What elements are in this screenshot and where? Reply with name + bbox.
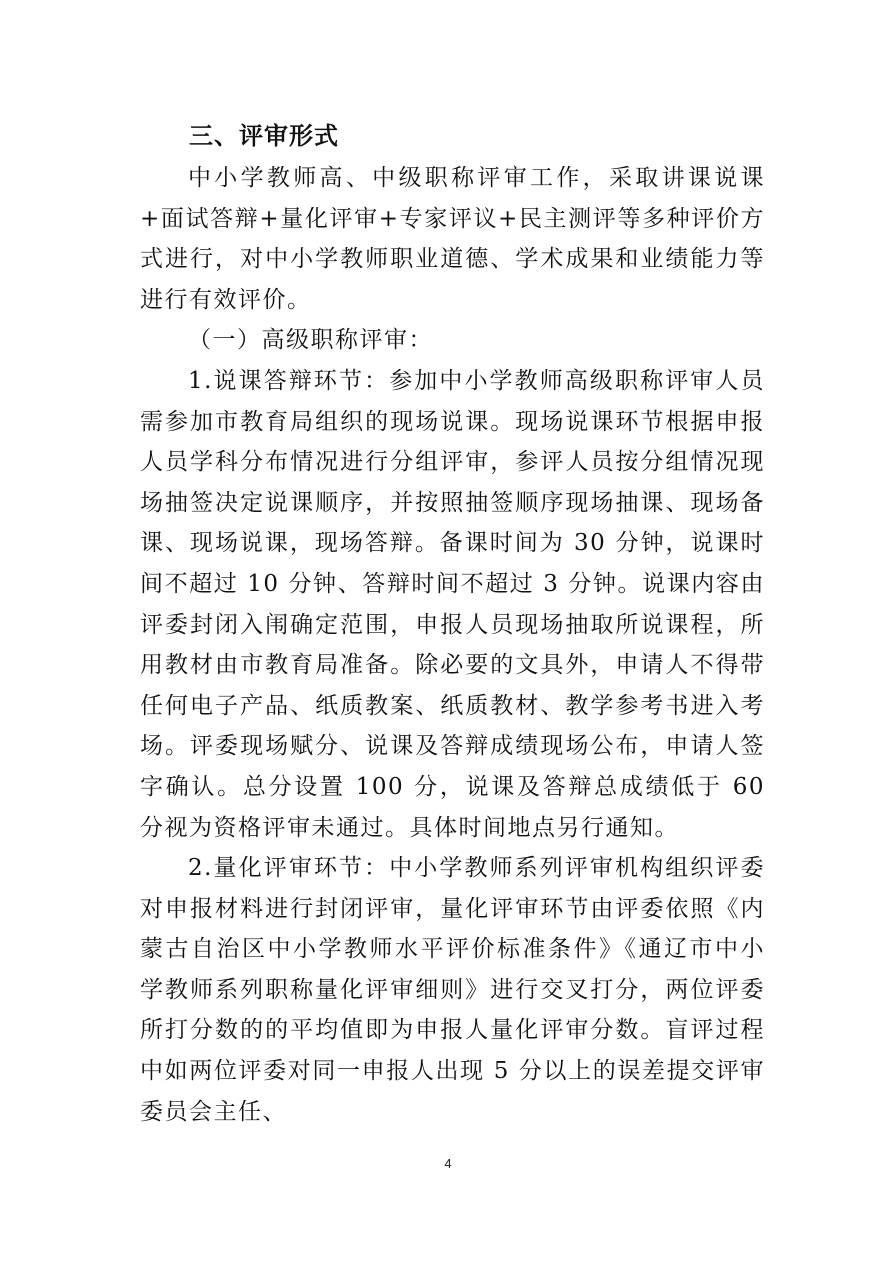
- section-heading: 三、评审形式: [189, 121, 339, 150]
- intro-paragraph: 中小学教师高、中级职称评审工作，采取讲课说课+面试答辩+量化评审+专家评议+民主测评等多种评价方式进行，对中小学教师职业道德、学术成果和业绩能力等进行有效评价。: [140, 165, 765, 313]
- page-number: 4: [444, 1156, 452, 1171]
- item-2-paragraph: 2.量化评审环节：中小学教师系列评审机构组织评委对申报材料进行封闭评审，量化评审环节由评委依照《内蒙古自治区中小学教师水平评价标准条件》《通辽市中小学教师系列职称量化评审细则》进行交叉打分，两位评委所打分数的的平均值即为申报人量化评审分数。盲评过程中如两位评委对同一申报人出现 5 分以上的误差提交评审委员会主任、: [140, 855, 765, 1125]
- item-1-paragraph: 1.说课答辩环节：参加中小学教师高级职称评审人员需参加市教育局组织的现场说课。现场说课环节根据申报人员学科分布情况进行分组评审，参评人员按分组情况现场抽签决定说课顺序，并按照抽签顺序现场抽课、现场备课、现场说课，现场答辩。备课时间为 30 分钟，说课时间不超过 10 分钟、答辩时间不超过 3 分钟。说课内容由评委封闭入闱确定范围，申报人员现场抽取所说课程，所用教材由市教育局准备。除必要的文具外，申请人不得带任何电子产品、纸质教案、纸质教材、教学参考书进入考场。评委现场赋分、说课及答辩成绩现场公布，申请人签字确认。总分设置 100 分，说课及答辩总成绩低于 60 分视为资格评审未通过。具体时间地点另行通知。: [140, 367, 765, 841]
- document-body: [140, 116, 765, 1132]
- subsection-heading: （一）高级职称评审：: [188, 327, 433, 354]
